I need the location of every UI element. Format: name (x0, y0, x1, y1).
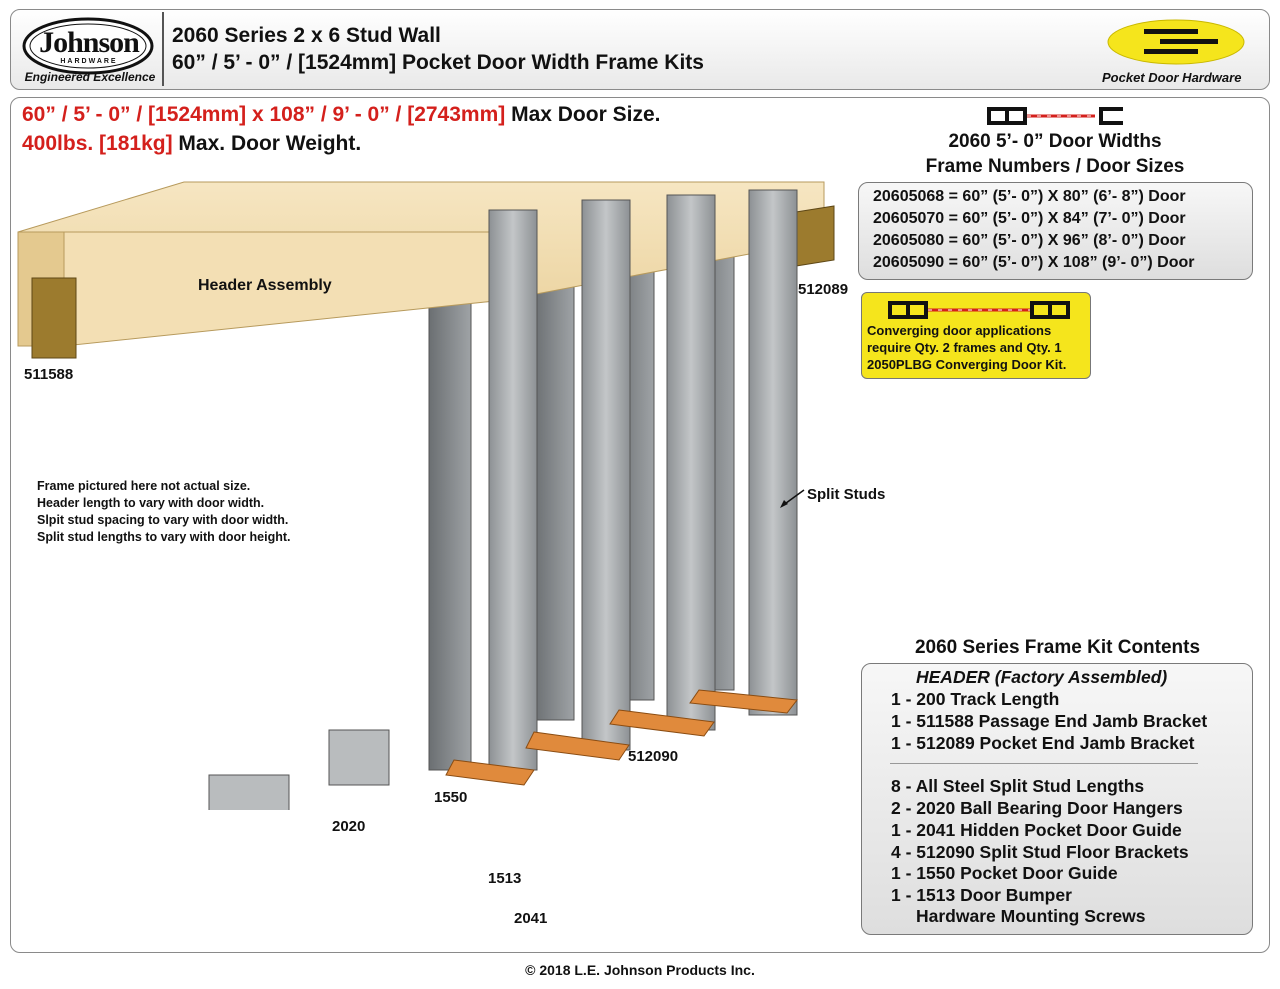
guide-2041-label: 2041 (514, 910, 548, 927)
floor-bracket-512090-label: 512090 (628, 748, 679, 765)
max-door-weight-value: 400lbs. [181kg] (22, 132, 173, 155)
max-door-weight-text: Max. Door Weight. (172, 132, 362, 155)
header-assembly-label: Header Assembly (198, 277, 332, 294)
converging-note-line-2: require Qty. 2 frames and Qty. 1 (867, 340, 1062, 355)
kit-item: 1 - 200 Track Length (891, 689, 1060, 709)
kit-item: 2 - 2020 Ball Bearing Door Hangers (891, 798, 1183, 818)
kit-item: 8 - All Steel Split Stud Lengths (891, 776, 1145, 796)
converging-note-line-3: 2050PLBG Converging Door Kit. (867, 357, 1067, 372)
guide-1550-label: 1550 (434, 789, 468, 806)
brand-caption: Pocket Door Hardware (1102, 70, 1242, 85)
frame-numbers-box (858, 182, 1253, 280)
frame-numbers-heading-1: 2060 5’- 0” Door Widths (948, 131, 1162, 152)
title-line-1: 2060 Series 2 x 6 Stud Wall (172, 24, 441, 47)
johnson-logo (20, 14, 158, 84)
kit-item: 1 - 512089 Pocket End Jamb Bracket (891, 733, 1195, 753)
frame-number-item: 20605068 = 60” (5’- 0”) X 80” (6’- 8”) Door (873, 188, 1186, 205)
frame-number-item: 20605080 = 60” (5’- 0”) X 96” (8’- 0”) Door (873, 232, 1186, 249)
frame-number-item: 20605090 = 60” (5’- 0”) X 108” (9’- 0”) Door (873, 254, 1195, 271)
kit-contents-box (861, 663, 1253, 935)
kit-header-subheading: HEADER (Factory Assembled) (916, 667, 1168, 687)
copyright: © 2018 L.E. Johnson Products Inc. (525, 962, 755, 978)
max-door-size-value: 60” / 5’ - 0” / [1524mm] x 108” / 9’ - 0” / [2743mm] (22, 103, 506, 126)
converging-note-line-1: Converging door applications (867, 323, 1052, 338)
note-line: Header length to vary with door width. (37, 496, 265, 510)
logo-tagline: Engineered Excellence (24, 70, 156, 84)
converging-note-box (861, 292, 1091, 379)
kit-divider (890, 763, 1198, 764)
max-door-size (22, 103, 660, 127)
bracket-512089-label: 512089 (798, 281, 849, 298)
brand-yellow-emblem (1106, 18, 1246, 66)
converging-door-diagram-icon (884, 299, 1074, 321)
bumper-1513-label: 1513 (488, 870, 522, 887)
kit-item: Hardware Mounting Screws (916, 906, 1146, 926)
note-line: Split stud lengths to vary with door height. (37, 530, 291, 544)
note-line: Slpit stud spacing to vary with door width. (37, 513, 289, 527)
logo-text: Johnson (39, 26, 139, 59)
frame-numbers-heading-2: Frame Numbers / Door Sizes (925, 156, 1185, 177)
hanger-hardware (209, 730, 389, 810)
note-line: Frame pictured here not actual size. (37, 479, 251, 493)
kit-item: 4 - 512090 Split Stud Floor Brackets (891, 842, 1189, 862)
kit-item: 1 - 511588 Passage End Jamb Bracket (891, 711, 1208, 731)
hanger-2020-label: 2020 (332, 818, 366, 835)
single-door-diagram-icon (985, 105, 1125, 127)
title-bar (10, 9, 1270, 90)
logo-subtext: HARDWARE (60, 58, 118, 65)
split-studs-label: Split Studs (807, 486, 886, 503)
split-studs-arrow (778, 488, 806, 510)
notes (37, 478, 290, 546)
title-line-2: 60” / 5’ - 0” / [1524mm] Pocket Door Width Frame Kits (172, 51, 704, 74)
bracket-511588-label: 511588 (24, 366, 74, 383)
kit-item: 1 - 1513 Door Bumper (891, 885, 1072, 905)
max-door-size-text: Max Door Size. (505, 103, 661, 126)
kit-contents-title: 2060 Series Frame Kit Contents (914, 637, 1201, 658)
kit-item: 1 - 2041 Hidden Pocket Door Guide (891, 820, 1182, 840)
frame-number-item: 20605070 = 60” (5’- 0”) X 84” (7’- 0”) Door (873, 210, 1186, 227)
title-separator (162, 12, 164, 86)
kit-item: 1 - 1550 Pocket Door Guide (891, 863, 1118, 883)
max-door-weight (22, 132, 361, 156)
